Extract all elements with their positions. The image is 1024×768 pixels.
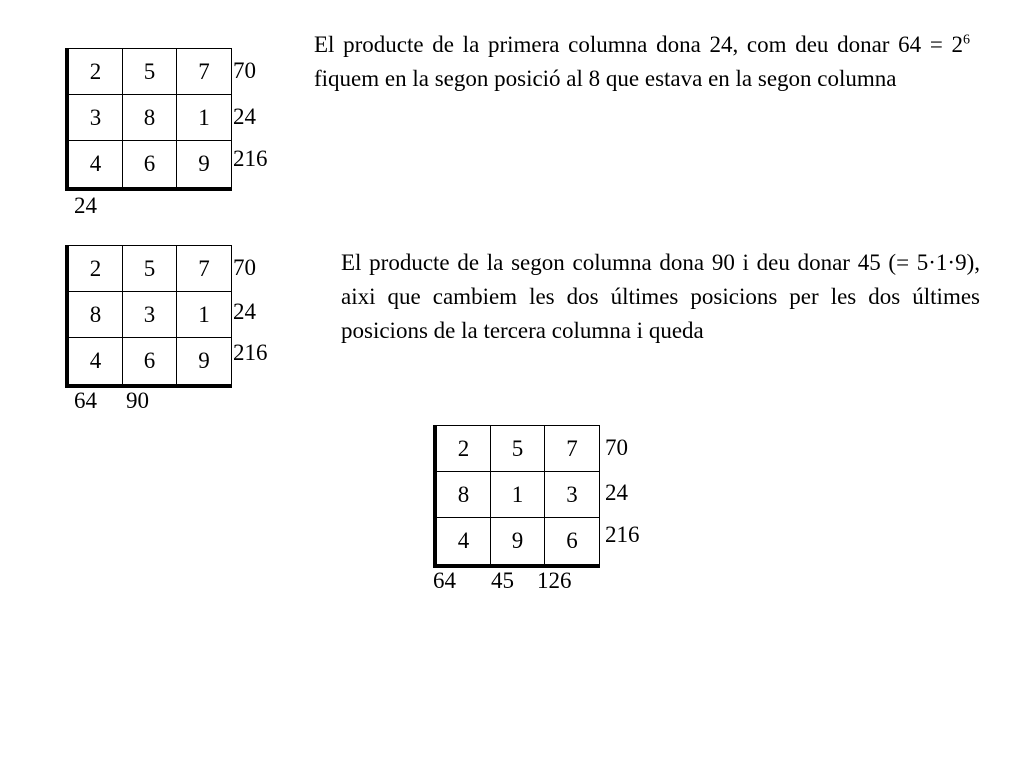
grid-2-row-product: 24 bbox=[233, 299, 256, 324]
grid-1-cell: 6 bbox=[123, 141, 177, 187]
grid-2-row-product: 216 bbox=[233, 340, 268, 365]
grid-1-cell: 1 bbox=[177, 95, 231, 141]
grid-3-column-product: 126 bbox=[537, 568, 572, 593]
grid-2-cell: 5 bbox=[123, 246, 177, 292]
grid-1-row-product: 216 bbox=[233, 146, 268, 171]
grid-3-column-product: 45 bbox=[491, 568, 514, 593]
grid-3-row-product: 216 bbox=[605, 522, 640, 547]
grid-3-cell: 2 bbox=[437, 426, 491, 472]
explanation-1-text-a: El producte de la primera columna dona 24, com deu donar 64 = 2 bbox=[314, 32, 963, 57]
grid-3-cell: 9 bbox=[491, 518, 545, 564]
explanation-1-exponent: 6 bbox=[963, 32, 970, 48]
grid-3-cell: 4 bbox=[437, 518, 491, 564]
grid-2-cell: 1 bbox=[177, 292, 231, 338]
grid-3-cell: 3 bbox=[545, 472, 599, 518]
grid-2-column-product: 90 bbox=[126, 388, 149, 413]
grid-3-row-product: 70 bbox=[605, 435, 628, 460]
explanation-1-text-b: fiquem en la segon posició al 8 que estava en la segon columna bbox=[314, 66, 897, 91]
grid-3-cell: 7 bbox=[545, 426, 599, 472]
grid-1-cell: 9 bbox=[198, 151, 210, 176]
grid-2-cell: 9 bbox=[198, 348, 210, 373]
grid-3-cell: 1 bbox=[491, 472, 545, 518]
grid-2-cell: 6 bbox=[123, 338, 177, 384]
number-grid-1 bbox=[65, 48, 232, 191]
grid-2-cell: 3 bbox=[123, 292, 177, 338]
grid-3-cell: 5 bbox=[491, 426, 545, 472]
grid-1-cell: 3 bbox=[69, 95, 123, 141]
grid-2-cell: 7 bbox=[177, 246, 231, 292]
grid-1-row-product: 70 bbox=[233, 58, 256, 83]
number-grid-3 bbox=[433, 425, 600, 568]
grid-2-cell: 8 bbox=[69, 292, 123, 338]
grid-1-cell: 8 bbox=[123, 95, 177, 141]
grid-1-cell: 2 bbox=[69, 49, 123, 95]
grid-2-row-product: 70 bbox=[233, 255, 256, 280]
explanation-paragraph-1 bbox=[314, 28, 970, 96]
grid-3-cell: 8 bbox=[437, 472, 491, 518]
grid-2-cell: 4 bbox=[69, 338, 123, 384]
grid-3-cell: 6 bbox=[566, 528, 578, 553]
grid-1-row-product: 24 bbox=[233, 104, 256, 129]
explanation-paragraph-2: El producte de la segon columna dona 90 i deu donar 45 (= 5·1·9), aixi que cambiem les dos últimes posicions per les dos últimes posicions de la tercera columna i queda bbox=[341, 250, 980, 343]
grid-2-column-product: 64 bbox=[74, 388, 97, 413]
grid-1-column-product: 24 bbox=[74, 193, 97, 218]
grid-1-cell: 7 bbox=[177, 49, 231, 95]
grid-3-row-product: 24 bbox=[605, 480, 628, 505]
grid-1-cell: 5 bbox=[123, 49, 177, 95]
grid-1-cell: 4 bbox=[69, 141, 123, 187]
number-grid-2 bbox=[65, 245, 232, 388]
grid-2-cell: 2 bbox=[69, 246, 123, 292]
grid-3-column-product: 64 bbox=[433, 568, 456, 593]
